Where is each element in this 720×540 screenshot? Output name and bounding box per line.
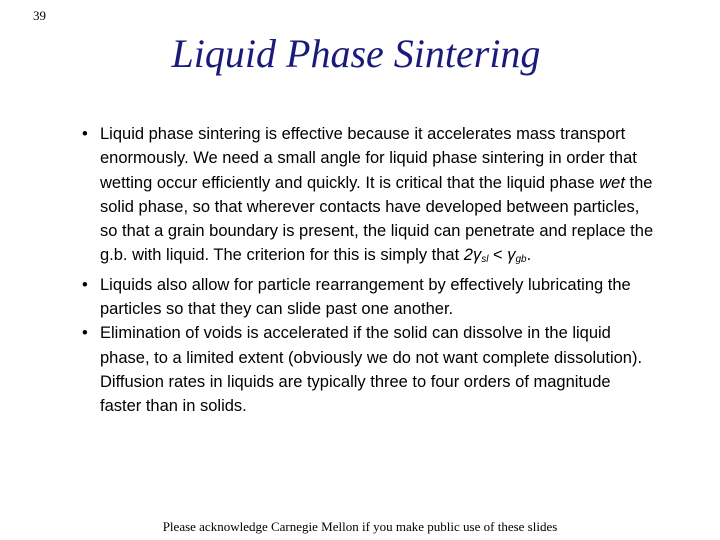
bullet-emphasis: wet bbox=[599, 173, 625, 192]
bullet-item bbox=[74, 122, 654, 273]
formula-rhs: γ bbox=[507, 246, 516, 265]
bullet-item bbox=[74, 273, 654, 322]
slide-title: Liquid Phase Sintering bbox=[171, 31, 541, 76]
formula-operator: < bbox=[488, 246, 508, 265]
footer-note: Please acknowledge Carnegie Mellon if you make public use of these slides bbox=[162, 519, 558, 534]
formula-end: . bbox=[526, 246, 532, 265]
slide-number: 39 bbox=[33, 8, 46, 23]
bullet-text: Liquid phase sintering is effective because it accelerates mass transport enormously. We need a small angle for liquid phase sintering in order that wetting occur efficiently and quickly. It is critical that the liquid phase bbox=[100, 125, 637, 192]
bullet-list bbox=[74, 122, 654, 419]
bullet-item bbox=[74, 321, 654, 418]
formula-lhs: 2γ bbox=[463, 246, 482, 265]
formula-lhs-subscript: sl bbox=[481, 254, 489, 266]
bullet-text: the solid phase, so that wherever contacts have developed between particles, so that a grain boundary is present, the liquid can penetrate and replace the g.b. with liquid. The criterion for this is simply that bbox=[100, 173, 654, 265]
formula-rhs-subscript: gb bbox=[515, 254, 527, 266]
bullet-text: Elimination of voids is accelerated if the solid can dissolve in the liquid phase, to a limited extent (obviously we do not want complete dissolution). Diffusion rates in liquids are typically three to four orders of magnitude faster than in solids. bbox=[100, 324, 643, 416]
bullet-text: Liquids also allow for particle rearrangement by effectively lubricating the particles so that they can slide past one another. bbox=[100, 275, 631, 319]
